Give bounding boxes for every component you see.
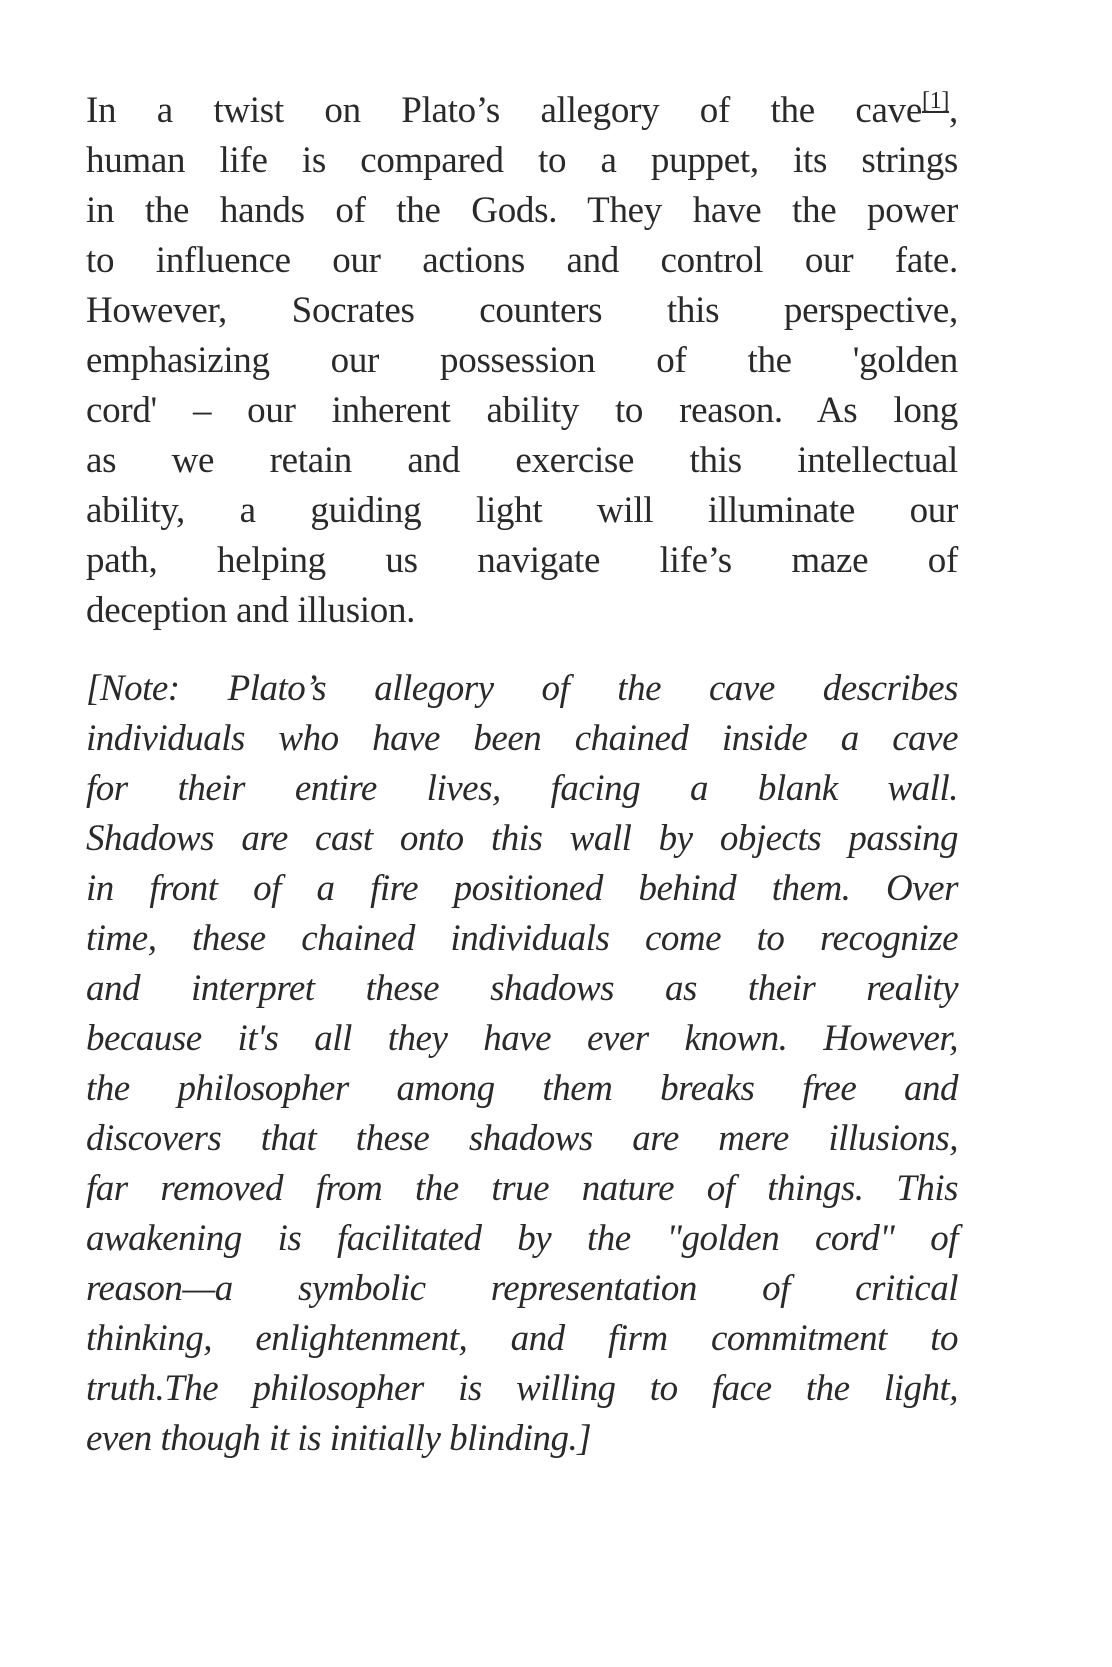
main-paragraph: [86, 86, 958, 636]
text-line-end: ,: [949, 90, 958, 131]
text-line-start: In a twist on Plato’s allegory of the cave: [86, 90, 922, 131]
note-line: the philosopher among them breaks free and: [86, 1068, 958, 1109]
text-line: [86, 86, 958, 136]
text-line: to influence our actions and control our fate.: [86, 240, 958, 281]
note-line: because it's all they have ever known. However,: [86, 1018, 958, 1059]
note-line: thinking, enlightenment, and firm commitment to: [86, 1318, 958, 1359]
note-line: discovers that these shadows are mere illusions,: [86, 1118, 958, 1159]
note-paragraph: [86, 664, 958, 1464]
text-line: deception and illusion.: [86, 590, 416, 631]
note-line: and interpret these shadows as their reality: [86, 968, 958, 1009]
text-line: path, helping us navigate life’s maze of: [86, 540, 958, 581]
note-line: individuals who have been chained inside a cave: [86, 718, 958, 759]
text-line: emphasizing our possession of the 'golden: [86, 340, 958, 381]
text-line: cord' – our inherent ability to reason. As long: [86, 390, 958, 431]
text-line: human life is compared to a puppet, its strings: [86, 140, 958, 181]
text-line: as we retain and exercise this intellectual: [86, 440, 958, 481]
text-line: in the hands of the Gods. They have the power: [86, 190, 958, 231]
ebook-page: [86, 86, 958, 1464]
note-line: Shadows are cast onto this wall by objects passing: [86, 818, 958, 859]
note-line: time, these chained individuals come to recognize: [86, 918, 958, 959]
note-line: [Note: Plato’s allegory of the cave describes: [86, 668, 958, 709]
note-line: reason—a symbolic representation of critical: [86, 1268, 958, 1309]
footnote-link-1[interactable]: [1]: [921, 88, 950, 114]
note-line: truth.The philosopher is willing to face the light,: [86, 1368, 958, 1409]
note-line: for their entire lives, facing a blank wall.: [86, 768, 958, 809]
note-line: in front of a fire positioned behind them. Over: [86, 868, 958, 909]
note-line: even though it is initially blinding.]: [86, 1418, 592, 1459]
text-line: ability, a guiding light will illuminate our: [86, 490, 958, 531]
note-line: far removed from the true nature of things. This: [86, 1168, 958, 1209]
text-line: However, Socrates counters this perspective,: [86, 290, 958, 331]
note-line: awakening is facilitated by the "golden cord" of: [86, 1218, 958, 1259]
